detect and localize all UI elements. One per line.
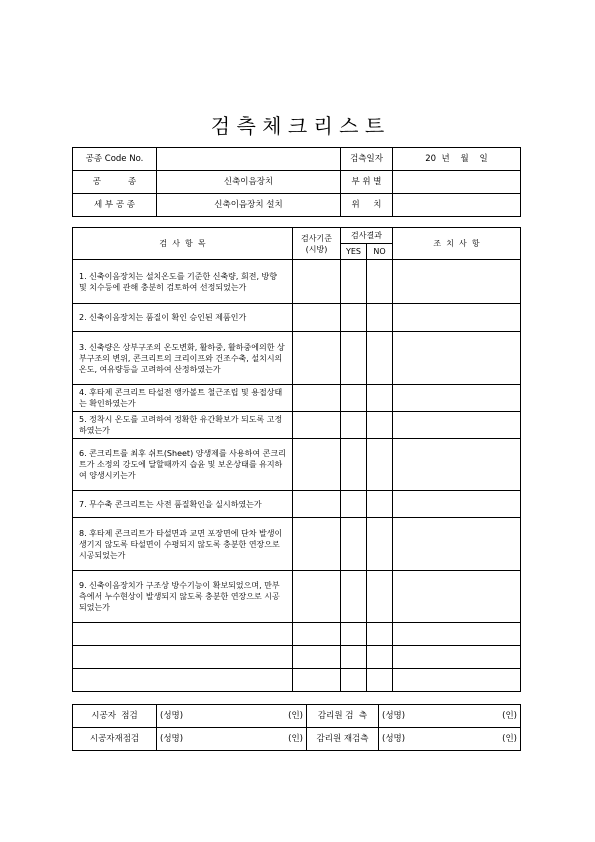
standard-cell[interactable] <box>293 669 341 692</box>
contractor-recheck-label: 시공자재점검 <box>73 728 157 751</box>
table-row <box>73 669 521 692</box>
yes-cell[interactable] <box>341 623 367 646</box>
action-cell[interactable] <box>393 260 521 304</box>
yes-cell[interactable] <box>341 669 367 692</box>
seal-label: (인) <box>288 733 303 744</box>
work-type-value[interactable]: 신축이음장치 <box>157 171 341 194</box>
yes-cell[interactable] <box>341 385 367 412</box>
supervisor-signature[interactable] <box>379 705 521 728</box>
no-cell[interactable] <box>367 260 393 304</box>
no-cell[interactable] <box>367 304 393 332</box>
table-row <box>73 304 521 332</box>
action-cell[interactable] <box>393 623 521 646</box>
standard-cell[interactable] <box>293 439 341 491</box>
check-item[interactable] <box>73 646 293 669</box>
standard-cell[interactable] <box>293 332 341 385</box>
header-standard: 검사기준 (시방) <box>293 228 341 260</box>
no-cell[interactable] <box>367 332 393 385</box>
action-cell[interactable] <box>393 571 521 623</box>
supervisor-reinspect-label: 감리원 재검측 <box>307 728 379 751</box>
table-row <box>73 439 521 491</box>
table-row <box>73 571 521 623</box>
work-code-value[interactable] <box>157 148 341 171</box>
header-result: 검사결과 <box>341 228 393 244</box>
check-item: 5. 정착시 온도를 고려하여 정확한 유간확보가 되도록 고정하였는가 <box>73 412 293 439</box>
check-item: 4. 후타제 콘크리트 타설전 앵카볼트 철근조립 및 용접상태는 확인하였는가 <box>73 385 293 412</box>
no-cell[interactable] <box>367 491 393 518</box>
checklist-table <box>72 227 521 692</box>
check-item[interactable] <box>73 669 293 692</box>
table-row <box>73 623 521 646</box>
check-item: 8. 후타제 콘크리트가 타설면과 교면 포장면에 단차 발생이 생기지 않도록 타설면이 수평되지 않도록 충분한 연장으로 시공되었는가 <box>73 518 293 571</box>
table-row <box>73 260 521 304</box>
location-label: 위 치 <box>341 194 393 217</box>
check-item: 6. 콘크리트를 최후 쉬트(Sheet) 양생제를 사용하여 콘크리트가 소정의 강도에 달할때까지 습윤 및 보온상태를 유지하여 양생시키는가 <box>73 439 293 491</box>
no-cell[interactable] <box>367 385 393 412</box>
inspect-date-label: 검측일자 <box>341 148 393 171</box>
table-row <box>73 385 521 412</box>
no-cell[interactable] <box>367 439 393 491</box>
section-label: 부 위 별 <box>341 171 393 194</box>
action-cell[interactable] <box>393 646 521 669</box>
yes-cell[interactable] <box>341 260 367 304</box>
signature-name-label: (성명) <box>382 733 406 744</box>
seal-label: (인) <box>288 710 303 721</box>
no-cell[interactable] <box>367 669 393 692</box>
contractor-signature[interactable] <box>157 705 307 728</box>
check-item: 7. 무수축 콘크리트는 사전 품질확인을 실시하였는가 <box>73 491 293 518</box>
seal-label: (인) <box>502 710 517 721</box>
yes-cell[interactable] <box>341 518 367 571</box>
signature-name-label: (성명) <box>160 710 184 721</box>
standard-cell[interactable] <box>293 623 341 646</box>
detail-value[interactable]: 신축이음장치 설치 <box>157 194 341 217</box>
check-item: 2. 신축이음장치는 품질이 확인 승인된 제품인가 <box>73 304 293 332</box>
seal-label: (인) <box>502 733 517 744</box>
check-item: 3. 신축량은 상부구조의 온도변화, 활하중, 활하중에의한 상부구조의 변위, 콘크리트의 크리이프와 건조수축, 설치시의 온도, 여유량등을 고려하여 산정하였는가 <box>73 332 293 385</box>
detail-label: 세 부 공 종 <box>73 194 157 217</box>
check-item: 9. 신축이음장치가 구조상 방수기능이 확보되었으며, 만부측에서 누수현상이 발생되지 않도록 충분한 연장으로 시공되었는가 <box>73 571 293 623</box>
standard-cell[interactable] <box>293 646 341 669</box>
page-title: 검 측 체 크 리 스 트 <box>210 114 385 138</box>
no-cell[interactable] <box>367 646 393 669</box>
standard-cell[interactable] <box>293 571 341 623</box>
action-cell[interactable] <box>393 669 521 692</box>
no-cell[interactable] <box>367 412 393 439</box>
inspect-date-value[interactable]: 20 년 월 일 <box>393 148 521 171</box>
table-row <box>73 518 521 571</box>
supervisor-reinspect-signature[interactable] <box>379 728 521 751</box>
signature-name-label: (성명) <box>160 733 184 744</box>
yes-cell[interactable] <box>341 304 367 332</box>
header-yes: YES <box>341 244 367 260</box>
yes-cell[interactable] <box>341 571 367 623</box>
table-row <box>73 332 521 385</box>
check-item[interactable] <box>73 623 293 646</box>
action-cell[interactable] <box>393 518 521 571</box>
contractor-recheck-signature[interactable] <box>157 728 307 751</box>
standard-cell[interactable] <box>293 412 341 439</box>
table-row <box>73 412 521 439</box>
table-row <box>73 646 521 669</box>
supervisor-inspect-label: 감리원 검 측 <box>307 705 379 728</box>
contractor-check-label: 시공자 점검 <box>73 705 157 728</box>
action-cell[interactable] <box>393 385 521 412</box>
signature-table <box>72 704 521 751</box>
no-cell[interactable] <box>367 623 393 646</box>
standard-cell[interactable] <box>293 385 341 412</box>
standard-cell[interactable] <box>293 491 341 518</box>
header-no: NO <box>367 244 393 260</box>
yes-cell[interactable] <box>341 332 367 385</box>
action-cell[interactable] <box>393 412 521 439</box>
yes-cell[interactable] <box>341 646 367 669</box>
yes-cell[interactable] <box>341 491 367 518</box>
section-value[interactable] <box>393 171 521 194</box>
standard-cell[interactable] <box>293 518 341 571</box>
check-item: 1. 신축이음장치는 설치온도를 기준한 신축량, 회전, 방향 및 치수등에 관해 충분히 검토하여 선정되었는가 <box>73 260 293 304</box>
work-code-label: 공종 Code No. <box>73 148 157 171</box>
yes-cell[interactable] <box>341 439 367 491</box>
no-cell[interactable] <box>367 571 393 623</box>
table-row <box>73 491 521 518</box>
signature-name-label: (성명) <box>382 710 406 721</box>
no-cell[interactable] <box>367 518 393 571</box>
action-cell[interactable] <box>393 332 521 385</box>
action-cell[interactable] <box>393 439 521 491</box>
info-table <box>72 147 521 217</box>
header-check-items: 검 사 항 목 <box>73 228 293 260</box>
standard-cell[interactable] <box>293 304 341 332</box>
header-action: 조 치 사 항 <box>393 228 521 260</box>
standard-cell[interactable] <box>293 260 341 304</box>
work-type-label: 공 종 <box>73 171 157 194</box>
action-cell[interactable] <box>393 304 521 332</box>
yes-cell[interactable] <box>341 412 367 439</box>
location-value[interactable] <box>393 194 521 217</box>
action-cell[interactable] <box>393 491 521 518</box>
